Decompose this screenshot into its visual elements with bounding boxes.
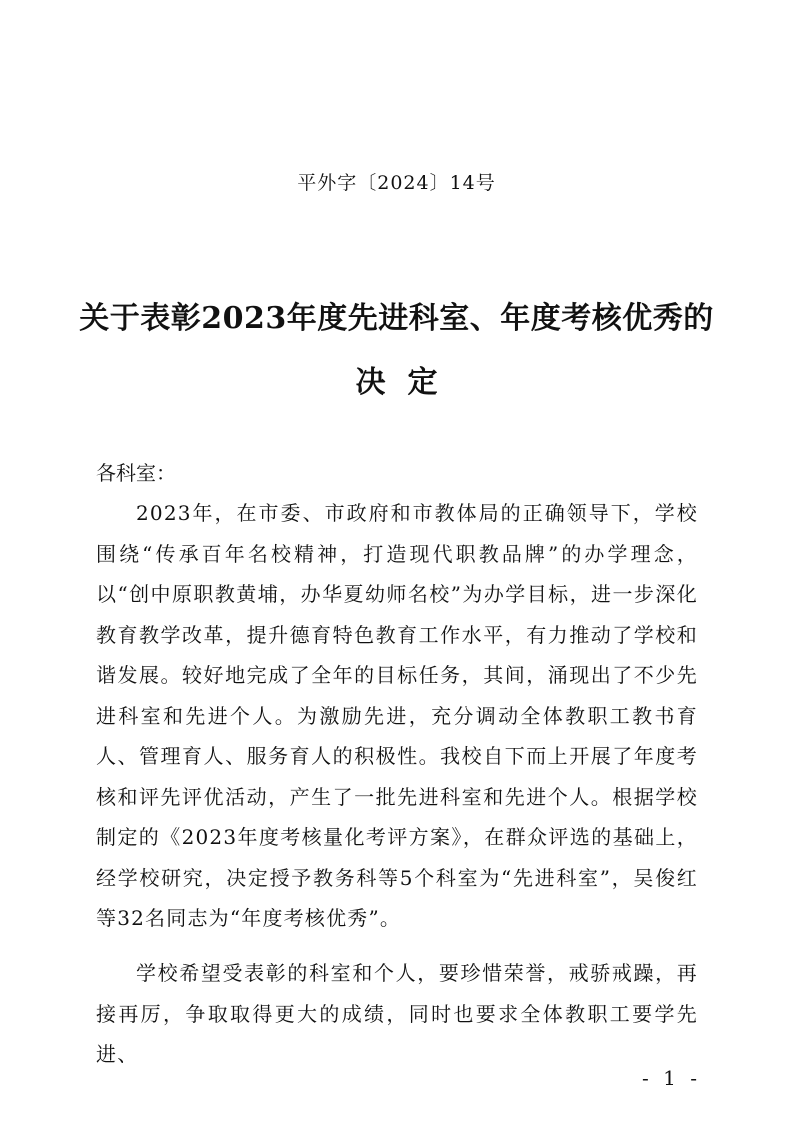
salutation: 各科室： xyxy=(96,461,176,485)
document-title-line-2: 决定 xyxy=(355,365,460,400)
document-number: 平外字〔2024〕14号 xyxy=(297,172,496,194)
body-paragraph: 学校希望受表彰的科室和个人，要珍惜荣誉，戒骄戒躁，再接再厉，争取取得更大的成绩，同时也要求全体教职工要学先进、 xyxy=(96,961,698,1066)
body-paragraph: 2023年，在市委、市政府和市教体局的正确领导下，学校围绕“传承百年名校精神，打造现代职教品牌”的办学理念，以“创中原职教黄埔，办华夏幼师名校”为办学目标，进一步深化教育教学改革，提升德育特色教育工作水平，有力推动了学校和谐发展。较好地完成了全年的目标任务，其间，涌现出了不少先进科室和先进个人。为激励先进，充分调动全体教职工教书育人、管理育人、服务育人的积极性。我校自下而上开展了年度考核和评先评优活动，产生了一批先进科室和先进个人。根据学校制定的《2023年度考核量化考评方案》，在群众评选的基础上，经学校研究，决定授予教务科等5个科室为“先进科室”，吴俊红等32名同志为“年度考核优秀”。 xyxy=(96,501,698,930)
page-number: - 1 - xyxy=(642,1066,701,1090)
document-title-line-1: 关于表彰2023年度先进科室、年度考核优秀的 xyxy=(79,301,714,336)
